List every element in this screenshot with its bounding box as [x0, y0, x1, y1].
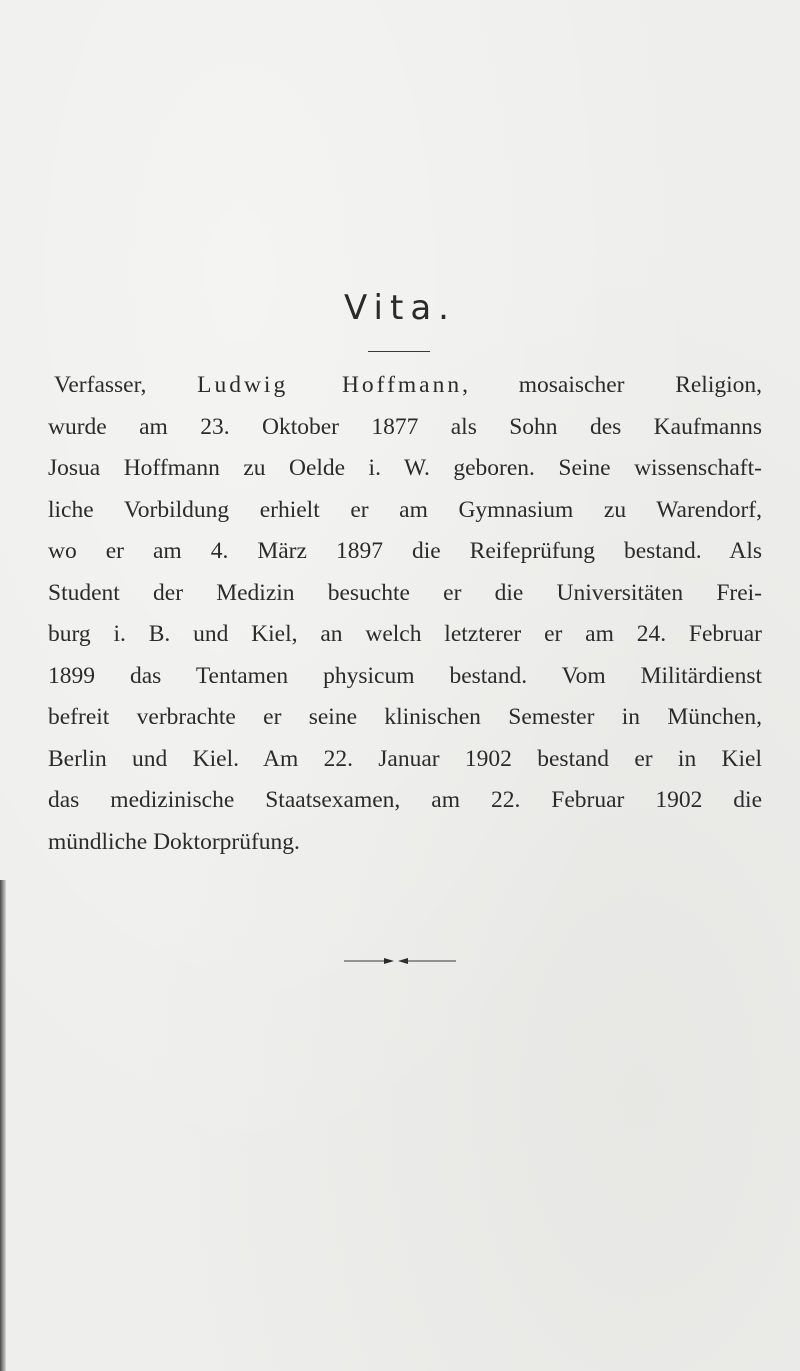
paragraph-line: befreit verbrachte er seine klinischen Semester in München, [48, 704, 762, 730]
ornament-arrow-right [384, 958, 394, 964]
paragraph-line: liche Vorbildung erhielt er am Gymnasium zu Warendorf, [48, 496, 762, 523]
page-edge-shadow [0, 880, 6, 1371]
paragraph-line: Berlin und Kiel. Am 22. Januar 1902 bestand er in Kiel [48, 745, 762, 772]
paragraph-line: Josua Hoffmann zu Oelde i. W. geboren. Seine wissenschaft- [48, 455, 762, 481]
paragraph-line: burg i. B. und Kiel, an welch letzterer er am 24. Februar [48, 621, 762, 647]
paragraph-line: wo er am 4. März 1897 die Reifeprüfung bestand. Als [48, 538, 762, 564]
author-name: Ludwig Hoffmann [197, 372, 463, 398]
paragraph-line: mündliche Doktorprüfung. [48, 828, 300, 855]
paragraph-line: 1899 das Tentamen physicum bestand. Vom Militärdienst [48, 662, 762, 689]
title-rule [368, 351, 430, 352]
line-prefix: Verfasser, [54, 372, 198, 398]
line-suffix: , mosaischer Religion, [462, 372, 763, 398]
paragraph-line: Student der Medizin besuchte er die Universitäten Frei- [48, 579, 762, 606]
paragraph-line: das medizinische Staatsexamen, am 22. Februar 1902 die [48, 787, 762, 813]
page-title: Vita. [344, 288, 456, 328]
paragraph-line [48, 365, 762, 407]
vita-paragraph [48, 365, 762, 863]
end-ornament [344, 955, 456, 967]
paragraph-line: wurde am 23. Oktober 1877 als Sohn des Kaufmanns [48, 413, 762, 440]
